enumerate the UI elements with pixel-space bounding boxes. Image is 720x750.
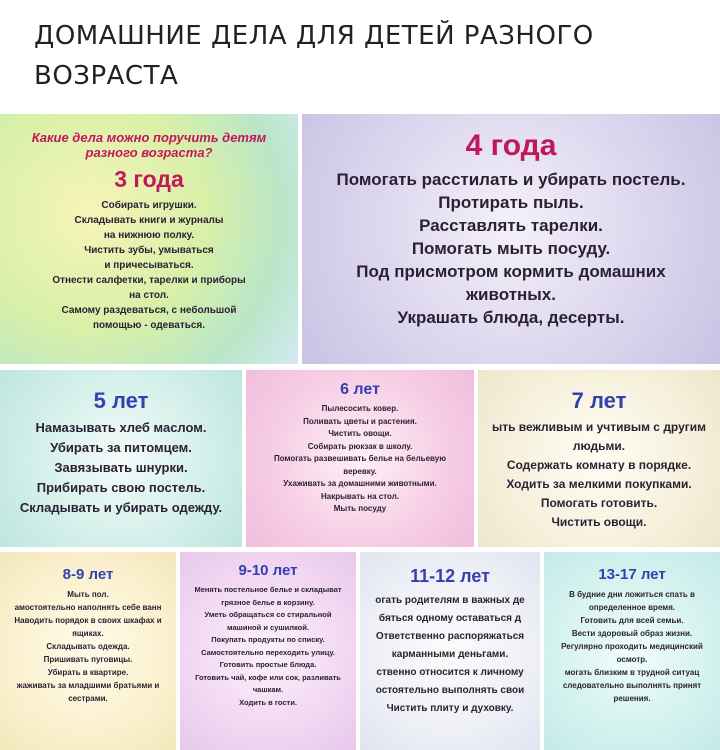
chore-item: Поливать цветы и растения. <box>303 416 417 426</box>
chore-item: Украшать блюда, десерты. <box>397 308 625 327</box>
chore-item: Складывать и убирать одежду. <box>19 500 223 516</box>
chore-item: Пылесосить ковер. <box>321 404 399 414</box>
chore-item: Ходить за мелкими покупками. <box>506 477 692 492</box>
chore-item: на стол. <box>129 289 169 301</box>
chore-item: Ходить в гости. <box>239 697 297 707</box>
chore-item: следовательно выполнять принят <box>562 681 702 690</box>
chore-item: машиной и сушилкой. <box>227 622 309 632</box>
chore-item: Вести здоровый образ жизни. <box>571 629 693 638</box>
chore-item: Готовить простые блюда. <box>219 660 317 669</box>
chore-item: Собирать рюкзак в школу. <box>307 441 413 451</box>
chore-item: Готовить чай, кофе или сок, разливать <box>195 672 341 682</box>
chore-item: ыть вежливым и учтивым с другим <box>491 420 707 435</box>
chore-item: Складывать книги и журналы <box>74 214 224 226</box>
chore-item: Чистить зубы, умываться <box>84 244 214 256</box>
chore-item: Завязывать шнурки. <box>54 460 188 476</box>
card-heading: 5 лет <box>93 388 149 413</box>
chore-item: Ухаживать за домашними животными. <box>283 479 437 489</box>
chores-list <box>180 584 356 709</box>
chore-item: определенное время. <box>588 603 676 612</box>
card-heading: 6 лет <box>340 381 380 398</box>
card-heading: 4 года <box>465 129 557 162</box>
chore-item: Накрывать на стол. <box>320 491 400 501</box>
card-5-years <box>0 370 242 547</box>
chores-list <box>0 198 298 333</box>
chore-item: Отнести салфетки, тарелки и приборы <box>52 274 246 286</box>
card-8-9-years <box>0 552 176 750</box>
chore-item: Расставлять тарелки. <box>419 216 603 235</box>
chore-item: Собирать игрушки. <box>101 199 197 211</box>
chore-item: жаживать за младшими братьями и <box>16 681 160 690</box>
chore-item: Уметь обращаться со стиральной <box>204 610 332 619</box>
chore-item: Регулярно проходить медицинский <box>561 642 703 651</box>
chore-item: Помогать расстилать и убирать постель. <box>336 170 686 189</box>
chore-item: Ответственно распоряжаться <box>375 630 525 642</box>
chore-item: Убирать за питомцем. <box>50 440 192 456</box>
chore-item: людьми. <box>572 439 626 454</box>
chore-item: Помогать готовить. <box>540 496 658 511</box>
chore-item: Под присмотром кормить домашних <box>356 262 666 281</box>
chore-item: на нижнюю полку. <box>103 229 195 241</box>
chore-item: ственно относится к личному <box>376 666 524 678</box>
page-title <box>34 16 674 96</box>
chore-item: В будние дни ложиться спать в <box>569 590 695 599</box>
chore-item: помощью - одеваться. <box>92 319 206 331</box>
card-heading: 7 лет <box>571 388 627 413</box>
card-3-years <box>0 114 298 364</box>
card-7-years <box>478 370 720 547</box>
chores-list <box>246 403 474 516</box>
chore-item: остоятельно выполнять свои <box>375 684 525 696</box>
chore-item: Готовить для всей семьи. <box>580 616 684 625</box>
chore-item: Протирать пыль. <box>438 193 584 212</box>
card-heading: 8-9 лет <box>62 566 114 583</box>
chore-item: Чистить плиту и духовку. <box>386 702 514 714</box>
chore-item: Самостоятельно переходить улицу. <box>201 647 335 657</box>
chore-item: Самому раздеваться, с небольшой <box>61 304 237 316</box>
chores-list <box>544 588 720 705</box>
chore-item: грязное белье в корзину. <box>221 597 315 607</box>
chore-item: амостоятельно наполнять себе ванн <box>14 603 162 612</box>
chore-item: Наводить порядок в своих шкафах и <box>14 616 162 625</box>
chore-item: Мыть посуду <box>333 504 387 514</box>
chore-item: Помогать мыть посуду. <box>411 239 611 258</box>
chore-item: Мыть пол. <box>67 590 109 599</box>
chore-item: и причесываться. <box>104 259 194 271</box>
chore-item: Покупать продукты по списку. <box>211 635 325 644</box>
card-6-years <box>246 370 474 547</box>
chore-item: животных. <box>466 285 556 304</box>
chore-item: решения. <box>613 694 651 703</box>
chores-list <box>478 418 720 532</box>
chore-item: бяться одному оставаться д <box>378 612 522 624</box>
card-13-17-years <box>544 552 720 750</box>
intro-question <box>0 130 298 160</box>
chore-item: Пришивать пуговицы. <box>43 655 133 664</box>
chores-list <box>0 418 242 518</box>
page-title-line: ВОЗРАСТА <box>34 61 179 91</box>
card-9-10-years <box>180 552 356 750</box>
chores-list <box>360 592 540 718</box>
chore-item: Содержать комнату в порядке. <box>506 458 692 473</box>
chores-list <box>302 168 720 329</box>
chore-item: сестрами. <box>68 694 108 703</box>
card-heading: 11-12 лет <box>410 566 490 586</box>
intro-question-line: разного возраста? <box>85 145 213 160</box>
chore-item: огать родителям в важных де <box>375 594 525 606</box>
card-11-12-years <box>360 552 540 750</box>
chore-item: ящиках. <box>72 629 104 638</box>
chore-item: веревку. <box>343 466 377 476</box>
chore-item: Чистить овощи. <box>551 515 647 530</box>
intro-question-line: Какие дела можно поручить детям <box>31 130 267 145</box>
card-heading: 13-17 лет <box>598 566 666 583</box>
chore-item: Складывать одежда. <box>46 642 130 651</box>
card-4-years <box>302 114 720 364</box>
card-heading: 3 года <box>114 166 184 192</box>
chore-item: могать близким в трудной ситуац <box>564 668 700 677</box>
chore-item: карманными деньгами. <box>391 648 509 660</box>
chore-item: чашкам. <box>252 685 284 694</box>
page-title-line: ДОМАШНИЕ ДЕЛА ДЛЯ ДЕТЕЙ РАЗНОГО <box>34 21 594 51</box>
chore-item: Помогать развешивать белье на бельевую <box>273 454 447 464</box>
chore-item: осмотр. <box>616 655 648 664</box>
chore-item: Менять постельное белье и складыват <box>194 585 342 594</box>
chores-list <box>0 588 176 705</box>
chore-item: Намазывать хлеб маслом. <box>35 420 207 436</box>
chore-item: Прибирать свою постель. <box>36 480 206 496</box>
chore-item: Чистить овощи. <box>328 429 392 439</box>
card-heading: 9-10 лет <box>238 562 298 579</box>
chore-item: Убирать в квартире. <box>47 668 129 677</box>
